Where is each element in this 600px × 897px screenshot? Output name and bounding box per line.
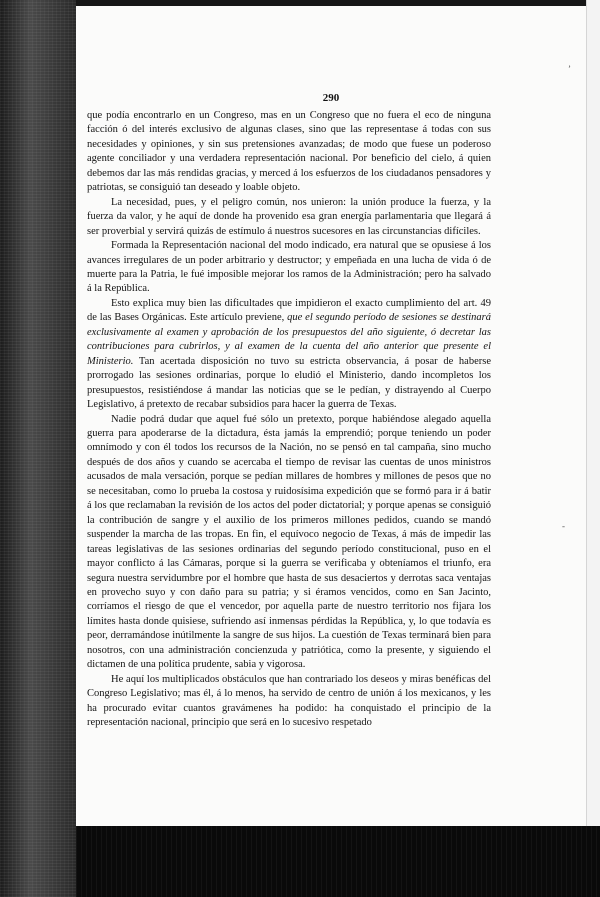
text-run: La necesidad, pues, y el peligro común, nos unieron: la unión produce la fuerza, y la fuerza da valor, y he aquí de donde ha provenido esa gran energía parlamentaria que llegará á ser proverbial y servirá quizás de estímulo á nuestros sucesores en las circunstancias difíciles.: [87, 196, 491, 237]
scan-left-margin: [0, 0, 76, 897]
text-run: Tan acertada disposición no tuvo su estricta observancia, á posar de haberse prorrogado las sesiones ordinarias, porque lo eludió el Ministerio, dando incompletos los presupuestos, resistiéndose á mandar las noticias que se le pedían, y distrayendo al Cuerpo Legislativo, á pretexto de recabar subsidios para hacer la guerra de Texas.: [87, 355, 491, 411]
paragraph: [87, 109, 491, 196]
paragraph: [87, 673, 491, 731]
paragraph: [87, 413, 491, 673]
text-run: Nadie podrá dudar que aquel fué sólo un pretexto, porque habiéndose alegado aquella guerra para apoderarse de la dictadura, ésta jamás la emprendió; porque teniendo un poder omnímodo y con él todos los recursos de la Nación, no se pensó en tal campaña, sino mucho después de dos años y cuando se acercaba el tiempo de revisar las cuentas de unos ministros acusados de mala versación, porque se pedían millares de hombres y millones de pesos que no se necesitaban, como lo prueba la costosa y ruidosísima expedición que se formó para ir á batir á los que reclamaban la revisión de los actos del poder dictatorial; y porque apenas se consiguió la contribución de sangre y el auxilio de los primeros millones pedidos, cuando se mandó suspender la marcha de las tropas. En fin, el equívoco negocio de Texas, á más de impedir las tareas legislativas de las sesiones ordinarias del segundo período constitucional, puso en el mayor conflicto á las Cámaras, porque si la guerra se verificaba y obteníamos el triunfo, era segura nuestra servidumbre por el hombre que hasta de sus desaciertos y derrotas saca ventajas en provecho suyo y con daño para su patria; y si éramos vencidos, como en San Jacinto, corríamos el riesgo de que el vencedor, por aquella parte de nuestro territorio nos fijara los límites hasta donde quisiese, sufriendo así inmensas pérdidas la República, y, lo que todavía es peor, derramándose inútilmente la sangre de sus hijos. La cuestión de Texas terminará bien para nosotros, con una administración concienzuda y patriótica, como la presente, y siguiendo el dictamen de una política prudente, sabia y vigorosa.: [87, 413, 491, 671]
book-page: [76, 6, 586, 826]
scan-bottom-margin: [76, 826, 600, 897]
text-run: que podía encontrarlo en un Congreso, mas en un Congreso que no fuera el eco de ninguna facción ó del interés exclusivo de algunas clases, sino que las representase á todas con sus necesidades y opiniones, y sin sus pretensiones avanzadas; de modo que fuese un poderoso agente conciliador y una verdadera representación nacional. Por beneficio del cielo, á quien debemos dar las más rendidas gracias, y merced á los esfuerzos de los ciudadanos pensadores y patriotas, se consiguió tan deseado y loable objeto.: [87, 110, 491, 194]
scan-right-edge: [586, 0, 600, 826]
text-run: Esto explica muy bien las dificultades que impidieron el exacto cumplimiento del art. 49 de las Bases Orgánicas. Este artículo previene,: [87, 297, 491, 324]
paragraph: [87, 239, 491, 297]
text-run: He aquí los multiplicados obstáculos que han contrariado los deseos y miras benéficas del Congreso Legislativo; mas él, á lo menos, ha servido de centro de unión á los mexicanos, y les ha procurado evitar cuantos gravámenes ha podido: ha conquistado el principio de la representación nacional, principio que será en lo sucesivo respetado: [87, 673, 491, 729]
text-run: Formada la Representación nacional del modo indicado, era natural que se opusiese á los avances irregulares de un poder arbitrario y destructor; y empeñada en una lucha de vida ó de muerte para la Patria, le fué imposible mejorar los ramos de la Administración; pero ha salvado á la República.: [87, 240, 491, 295]
italic-quote: que el segundo período de sesiones se destinará exclusivamente al examen y aprobación de los presupuestos del año siguiente, ó decretar las contribuciones para cubrirlos, y al examen de la cuenta del año anterior que presente el Ministerio.: [87, 312, 491, 367]
page-number: 290: [322, 92, 340, 104]
paragraph: [87, 297, 491, 413]
margin-speck: -: [562, 521, 565, 531]
margin-speck: ʼ: [568, 64, 571, 74]
paragraph: [87, 196, 491, 239]
body-text: [87, 109, 491, 730]
